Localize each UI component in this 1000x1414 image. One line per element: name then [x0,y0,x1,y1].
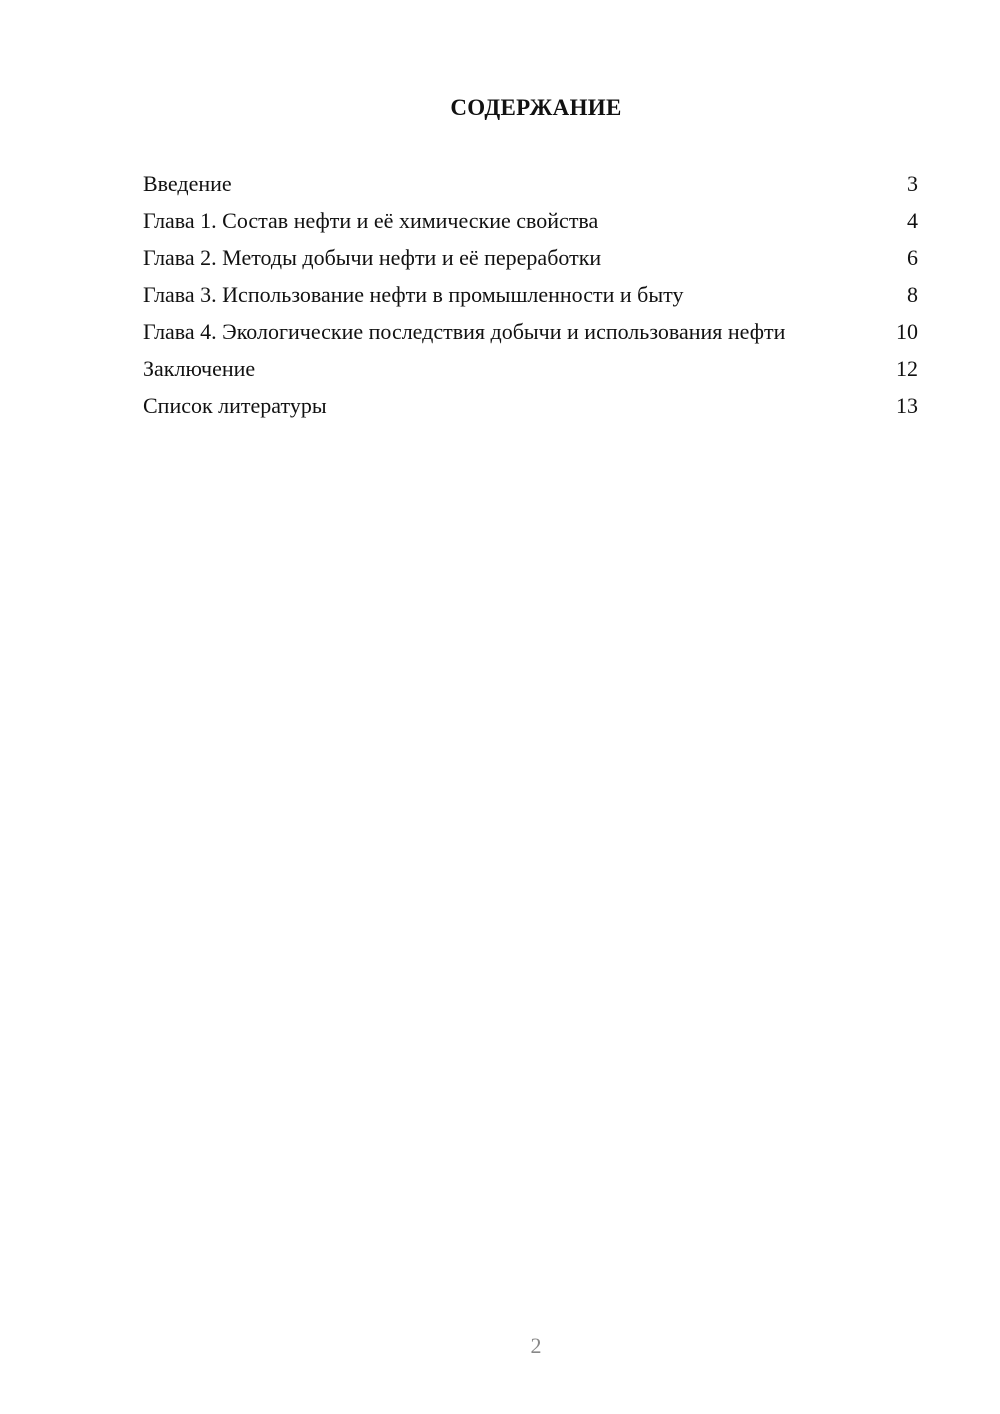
toc-entry-page: 8 [907,282,918,307]
toc-entry [143,281,918,308]
toc-entry-label: Глава 3. Использование нефти в промышленности и быту [143,282,684,307]
page-title: СОДЕРЖАНИЕ [450,95,622,120]
toc-entry-page: 10 [896,319,918,344]
toc-entry-label: Список литературы [143,393,327,418]
toc-entry [143,170,918,197]
toc-entry [143,355,918,382]
toc-entry [143,318,918,345]
toc-entry-page: 3 [907,171,918,196]
toc-entry [143,392,918,419]
toc-entry-label: Введение [143,171,232,196]
toc-entry-label: Глава 4. Экологические последствия добычи и использования нефти [143,319,786,344]
toc-entry-page: 12 [896,356,918,381]
toc-entry [143,207,918,234]
toc-entry-page: 4 [907,208,918,233]
toc-entry-label: Глава 1. Состав нефти и её химические свойства [143,208,599,233]
page-number: 2 [530,1333,542,1358]
toc-entry [143,244,918,271]
toc-entry-page: 6 [907,245,918,270]
toc-entry-label: Заключение [143,356,256,381]
toc-entry-label: Глава 2. Методы добычи нефти и её переработки [143,245,602,270]
table-of-contents [143,170,918,429]
toc-entry-page: 13 [896,393,918,418]
